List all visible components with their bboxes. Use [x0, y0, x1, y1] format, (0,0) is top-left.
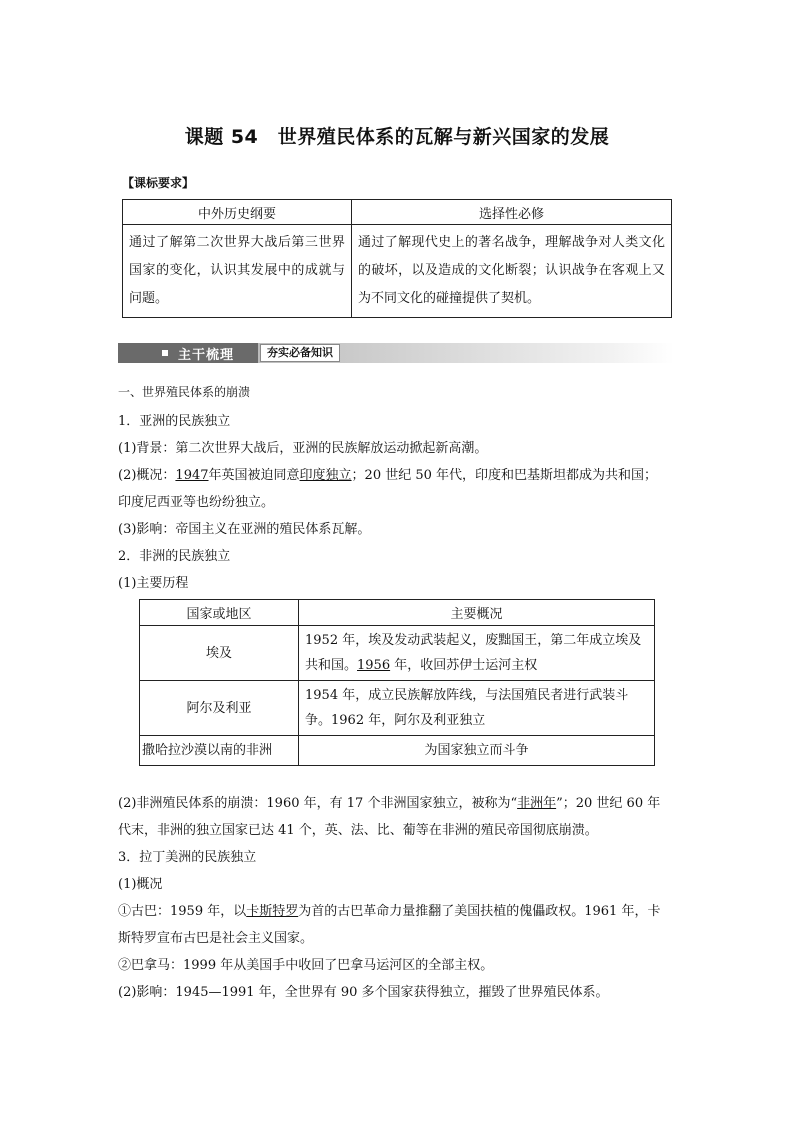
page-title: 课题 54 世界殖民体系的瓦解与新兴国家的发展 [184, 126, 610, 148]
table-cell: 为国家独立而斗争 [299, 736, 655, 766]
asia-overview: (2)概况：1947年英国被迫同意印度独立；20 世纪 50 年代，印度和巴基斯坦都成为共和国； [118, 468, 658, 483]
section-heading: 一、世界殖民体系的崩溃 [118, 385, 251, 399]
requirements-table [122, 199, 672, 318]
table-cell: 1952 年，埃及发动武装起义，废黜国王，第二年成立埃及共和国。1956 年，收回苏伊士运河主权 [299, 626, 655, 681]
table-header: 中外历史纲要 [123, 200, 352, 225]
banner-subtitle: 夯实必备知识 [260, 344, 340, 362]
africa-collapse: (2)非洲殖民体系的崩溃：1960 年，有 17 个非洲国家独立，被称为“非洲年”；20 世纪 60 年 [118, 796, 661, 811]
latam-impact: (2)影响：1945—1991 年，全世界有 90 多个国家获得独立，摧毁了世界殖民体系。 [118, 985, 609, 1000]
square-bullet-icon [162, 350, 168, 356]
latam-panama: ②巴拿马：1999 年从美国手中收回了巴拿马运河区的全部主权。 [118, 958, 494, 973]
table-header: 主要概况 [299, 600, 655, 626]
requirements-label: 【课标要求】 [122, 176, 195, 190]
asia-background: (1)背景：第二次世界大战后，亚洲的民族解放运动掀起新高潮。 [118, 441, 488, 456]
latam-overview-label: (1)概况 [118, 877, 163, 892]
table-row [123, 225, 672, 318]
table-cell: 1954 年，成立民族解放阵线，与法国殖民者进行武装斗争。1962 年，阿尔及利亚独立 [299, 681, 655, 736]
table-header: 国家或地区 [140, 600, 299, 626]
subheading-asia: 1．亚洲的民族独立 [118, 414, 231, 429]
africa-table [139, 599, 655, 766]
asia-overview-cont: 印度尼西亚等也纷纷独立。 [118, 495, 275, 510]
table-header-row [123, 200, 672, 225]
africa-process-label: (1)主要历程 [118, 576, 189, 591]
latam-cuba-cont: 斯特罗宣布古巴是社会主义国家。 [118, 931, 314, 946]
table-row [140, 736, 655, 766]
table-cell: 埃及 [140, 626, 299, 681]
section-banner [118, 343, 674, 363]
subheading-africa: 2．非洲的民族独立 [118, 549, 231, 564]
table-header-row [140, 600, 655, 626]
table-cell: 撒哈拉沙漠以南的非洲 [140, 736, 299, 766]
subheading-latam: 3．拉丁美洲的民族独立 [118, 850, 257, 865]
table-header: 选择性必修 [352, 200, 672, 225]
table-cell: 阿尔及利亚 [140, 681, 299, 736]
asia-impact: (3)影响：帝国主义在亚洲的殖民体系瓦解。 [118, 522, 371, 537]
banner-title: 主干梳理 [178, 348, 235, 363]
latam-cuba: ①古巴：1959 年，以卡斯特罗为首的古巴革命力量推翻了美国扶植的傀儡政权。1961 年，卡 [118, 904, 661, 919]
table-row [140, 681, 655, 736]
table-cell: 通过了解第二次世界大战后第三世界国家的变化，认识其发展中的成就与问题。 [123, 225, 352, 318]
africa-collapse-cont: 代末，非洲的独立国家已达 41 个，英、法、比、葡等在非洲的殖民帝国彻底崩溃。 [118, 823, 598, 838]
table-row [140, 626, 655, 681]
table-cell: 通过了解现代史上的著名战争，理解战争对人类文化的破坏，以及造成的文化断裂；认识战争在客观上又为不同文化的碰撞提供了契机。 [352, 225, 672, 318]
